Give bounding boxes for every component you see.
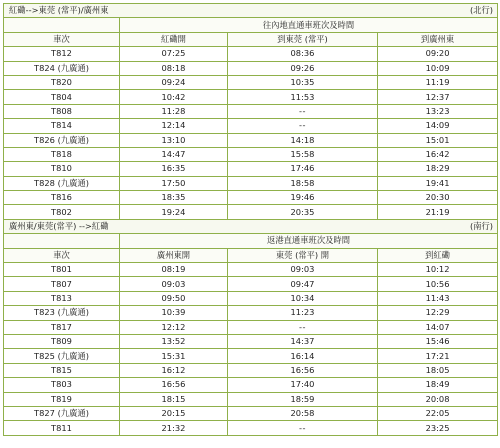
- train-number-cell: T816: [4, 191, 120, 205]
- time-cell: 23:25: [378, 421, 498, 435]
- time-cell: 18:58: [228, 176, 378, 190]
- train-number-cell: T807: [4, 277, 120, 291]
- time-cell: 16:35: [120, 162, 228, 176]
- time-cell: 15:58: [228, 147, 378, 161]
- time-cell: 17:50: [120, 176, 228, 190]
- table-row: [4, 90, 498, 104]
- time-cell: 12:14: [120, 119, 228, 133]
- time-cell: 18:49: [378, 378, 498, 392]
- train-number-cell: T808: [4, 104, 120, 118]
- time-cell: 09:20: [378, 47, 498, 61]
- time-cell: 20:30: [378, 191, 498, 205]
- table-row: [4, 133, 498, 147]
- northbound-direction: (北行): [469, 5, 494, 16]
- table-row: [4, 363, 498, 377]
- time-cell: 20:08: [378, 392, 498, 406]
- train-number-cell: T818: [4, 147, 120, 161]
- train-number-cell: T802: [4, 205, 120, 219]
- time-cell: 18:59: [228, 392, 378, 406]
- train-number-cell: T826 (九廣通): [4, 133, 120, 147]
- train-number-cell: T812: [4, 47, 120, 61]
- southbound-route-title: 廣州東/東莞(常平) -->紅磡: [9, 221, 109, 232]
- table-row: [4, 176, 498, 190]
- southbound-title-row: [4, 219, 498, 233]
- train-number-cell: T803: [4, 378, 120, 392]
- train-number-cell: T820: [4, 75, 120, 89]
- train-number-cell: T813: [4, 291, 120, 305]
- time-cell: 16:42: [378, 147, 498, 161]
- time-cell: 12:29: [378, 306, 498, 320]
- table-row: [4, 378, 498, 392]
- train-number-cell: T817: [4, 320, 120, 334]
- train-number-cell: T810: [4, 162, 120, 176]
- time-cell: 14:09: [378, 119, 498, 133]
- time-cell: 16:14: [228, 349, 378, 363]
- time-cell: 19:24: [120, 205, 228, 219]
- time-cell: --: [228, 421, 378, 435]
- table-row: [4, 320, 498, 334]
- time-cell: 17:46: [228, 162, 378, 176]
- table-row: [4, 349, 498, 363]
- time-cell: 19:41: [378, 176, 498, 190]
- time-cell: 10:56: [378, 277, 498, 291]
- time-cell: 09:50: [120, 291, 228, 305]
- time-cell: 08:36: [228, 47, 378, 61]
- northbound-header-row: [4, 32, 498, 46]
- table-row: [4, 334, 498, 348]
- table-row: [4, 61, 498, 75]
- time-cell: 11:43: [378, 291, 498, 305]
- southbound-subtitle: 返港直通車班次及時間: [120, 234, 498, 248]
- table-row: [4, 47, 498, 61]
- time-cell: 12:12: [120, 320, 228, 334]
- time-cell: 11:53: [228, 90, 378, 104]
- table-row: [4, 147, 498, 161]
- time-cell: 21:32: [120, 421, 228, 435]
- time-cell: 07:25: [120, 47, 228, 61]
- train-number-cell: T819: [4, 392, 120, 406]
- time-cell: 13:52: [120, 334, 228, 348]
- train-number-cell: T825 (九廣通): [4, 349, 120, 363]
- train-number-cell: T824 (九廣通): [4, 61, 120, 75]
- time-cell: 12:37: [378, 90, 498, 104]
- northbound-subtitle: 往內地直通車班次及時間: [120, 18, 498, 32]
- time-cell: 14:18: [228, 133, 378, 147]
- time-cell: 17:40: [228, 378, 378, 392]
- time-cell: 20:15: [120, 406, 228, 420]
- train-number-cell: T814: [4, 119, 120, 133]
- time-cell: 14:37: [228, 334, 378, 348]
- time-cell: 22:05: [378, 406, 498, 420]
- time-cell: 21:19: [378, 205, 498, 219]
- column-header: 紅磡開: [120, 32, 228, 46]
- time-cell: --: [228, 119, 378, 133]
- table-row: [4, 104, 498, 118]
- train-number-cell: T801: [4, 263, 120, 277]
- time-cell: 09:47: [228, 277, 378, 291]
- time-cell: 10:34: [228, 291, 378, 305]
- time-cell: 18:35: [120, 191, 228, 205]
- table-row: [4, 392, 498, 406]
- time-cell: 18:05: [378, 363, 498, 377]
- time-cell: 10:42: [120, 90, 228, 104]
- northbound-subtitle-row: [4, 18, 498, 32]
- table-row: [4, 191, 498, 205]
- table-row: [4, 162, 498, 176]
- column-header: 車次: [4, 248, 120, 262]
- column-header: 到紅磡: [378, 248, 498, 262]
- time-cell: 19:46: [228, 191, 378, 205]
- train-number-cell: T815: [4, 363, 120, 377]
- time-cell: 16:56: [228, 363, 378, 377]
- time-cell: 08:18: [120, 61, 228, 75]
- table-row: [4, 406, 498, 420]
- timetable-body: [4, 4, 498, 436]
- southbound-title-cell: [4, 219, 498, 233]
- time-cell: 09:03: [120, 277, 228, 291]
- table-row: [4, 263, 498, 277]
- time-cell: 13:23: [378, 104, 498, 118]
- column-header: 到東莞 (常平): [228, 32, 378, 46]
- time-cell: --: [228, 320, 378, 334]
- time-cell: 17:21: [378, 349, 498, 363]
- time-cell: 09:26: [228, 61, 378, 75]
- time-cell: 13:10: [120, 133, 228, 147]
- time-cell: 14:47: [120, 147, 228, 161]
- time-cell: 15:31: [120, 349, 228, 363]
- time-cell: 11:28: [120, 104, 228, 118]
- time-cell: 10:09: [378, 61, 498, 75]
- timetable: [3, 3, 498, 436]
- column-header: 廣州東開: [120, 248, 228, 262]
- time-cell: 11:19: [378, 75, 498, 89]
- time-cell: 11:23: [228, 306, 378, 320]
- table-row: [4, 75, 498, 89]
- time-cell: 15:01: [378, 133, 498, 147]
- train-number-cell: T827 (九廣通): [4, 406, 120, 420]
- train-number-cell: T823 (九廣通): [4, 306, 120, 320]
- time-cell: 09:03: [228, 263, 378, 277]
- time-cell: 10:35: [228, 75, 378, 89]
- column-header: 車次: [4, 32, 120, 46]
- time-cell: --: [228, 104, 378, 118]
- time-cell: 16:12: [120, 363, 228, 377]
- table-row: [4, 306, 498, 320]
- table-row: [4, 277, 498, 291]
- time-cell: 14:07: [378, 320, 498, 334]
- southbound-header-row: [4, 248, 498, 262]
- train-number-cell: T809: [4, 334, 120, 348]
- time-cell: 15:46: [378, 334, 498, 348]
- blank-cell: [4, 234, 120, 248]
- time-cell: 10:39: [120, 306, 228, 320]
- train-number-cell: T828 (九廣通): [4, 176, 120, 190]
- time-cell: 08:19: [120, 263, 228, 277]
- southbound-subtitle-row: [4, 234, 498, 248]
- table-row: [4, 421, 498, 435]
- time-cell: 20:58: [228, 406, 378, 420]
- time-cell: 20:35: [228, 205, 378, 219]
- northbound-title-row: [4, 4, 498, 18]
- table-row: [4, 205, 498, 219]
- column-header: 東莞 (常平) 開: [228, 248, 378, 262]
- train-number-cell: T811: [4, 421, 120, 435]
- northbound-route-title: 紅磡-->東莞 (常平)/廣州東: [9, 5, 109, 16]
- northbound-title-cell: [4, 4, 498, 18]
- train-number-cell: T804: [4, 90, 120, 104]
- time-cell: 18:15: [120, 392, 228, 406]
- blank-cell: [4, 18, 120, 32]
- table-row: [4, 291, 498, 305]
- column-header: 到廣州東: [378, 32, 498, 46]
- time-cell: 16:56: [120, 378, 228, 392]
- time-cell: 09:24: [120, 75, 228, 89]
- time-cell: 10:12: [378, 263, 498, 277]
- time-cell: 18:29: [378, 162, 498, 176]
- southbound-direction: (南行): [469, 221, 494, 232]
- table-row: [4, 119, 498, 133]
